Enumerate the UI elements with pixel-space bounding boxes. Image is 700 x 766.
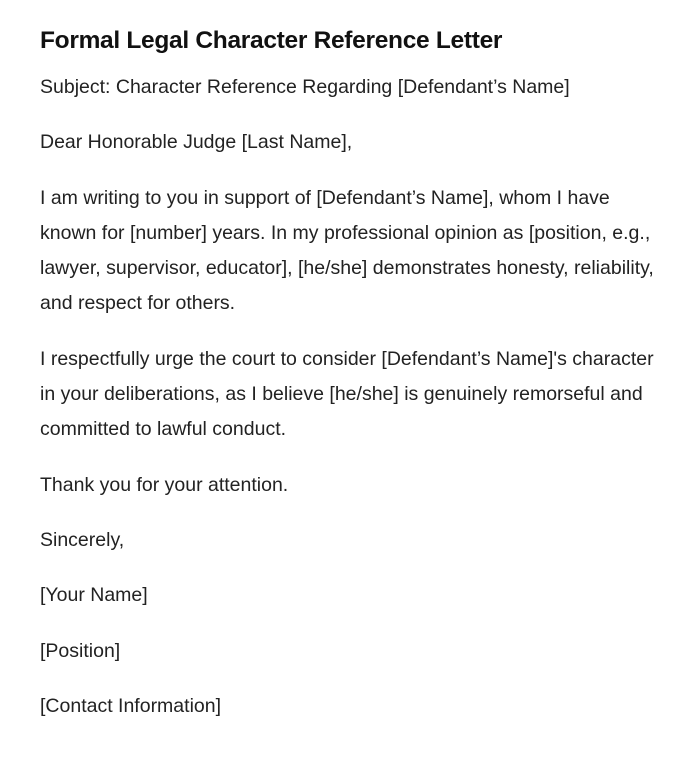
salutation: Dear Honorable Judge [Last Name], (40, 131, 353, 154)
body-paragraph-1: I am writing to you in support of [Defendant’s Name], whom I have known for [number] years. In my professional opinion as [position, e.g., lawyer, supervisor, educator], [he/she] demonstrates honesty, reliability, and respect for others. (40, 186, 654, 315)
signature-contact: [Contact Information] (40, 694, 222, 717)
document-title: Formal Legal Character Reference Letter (40, 27, 503, 54)
signature-name: [Your Name] (40, 584, 148, 607)
body-paragraph-2: I respectfully urge the court to consider [Defendant’s Name]'s character in your deliberations, as I believe [he/she] is genuinely remorseful and committed to lawful conduct. (40, 347, 654, 441)
thanks-line: Thank you for your attention. (40, 473, 289, 496)
closing-line: Sincerely, (40, 528, 125, 551)
subject-line: Subject: Character Reference Regarding [Defendant’s Name] (40, 76, 570, 98)
signature-position: [Position] (40, 639, 121, 662)
letter (40, 24, 660, 744)
